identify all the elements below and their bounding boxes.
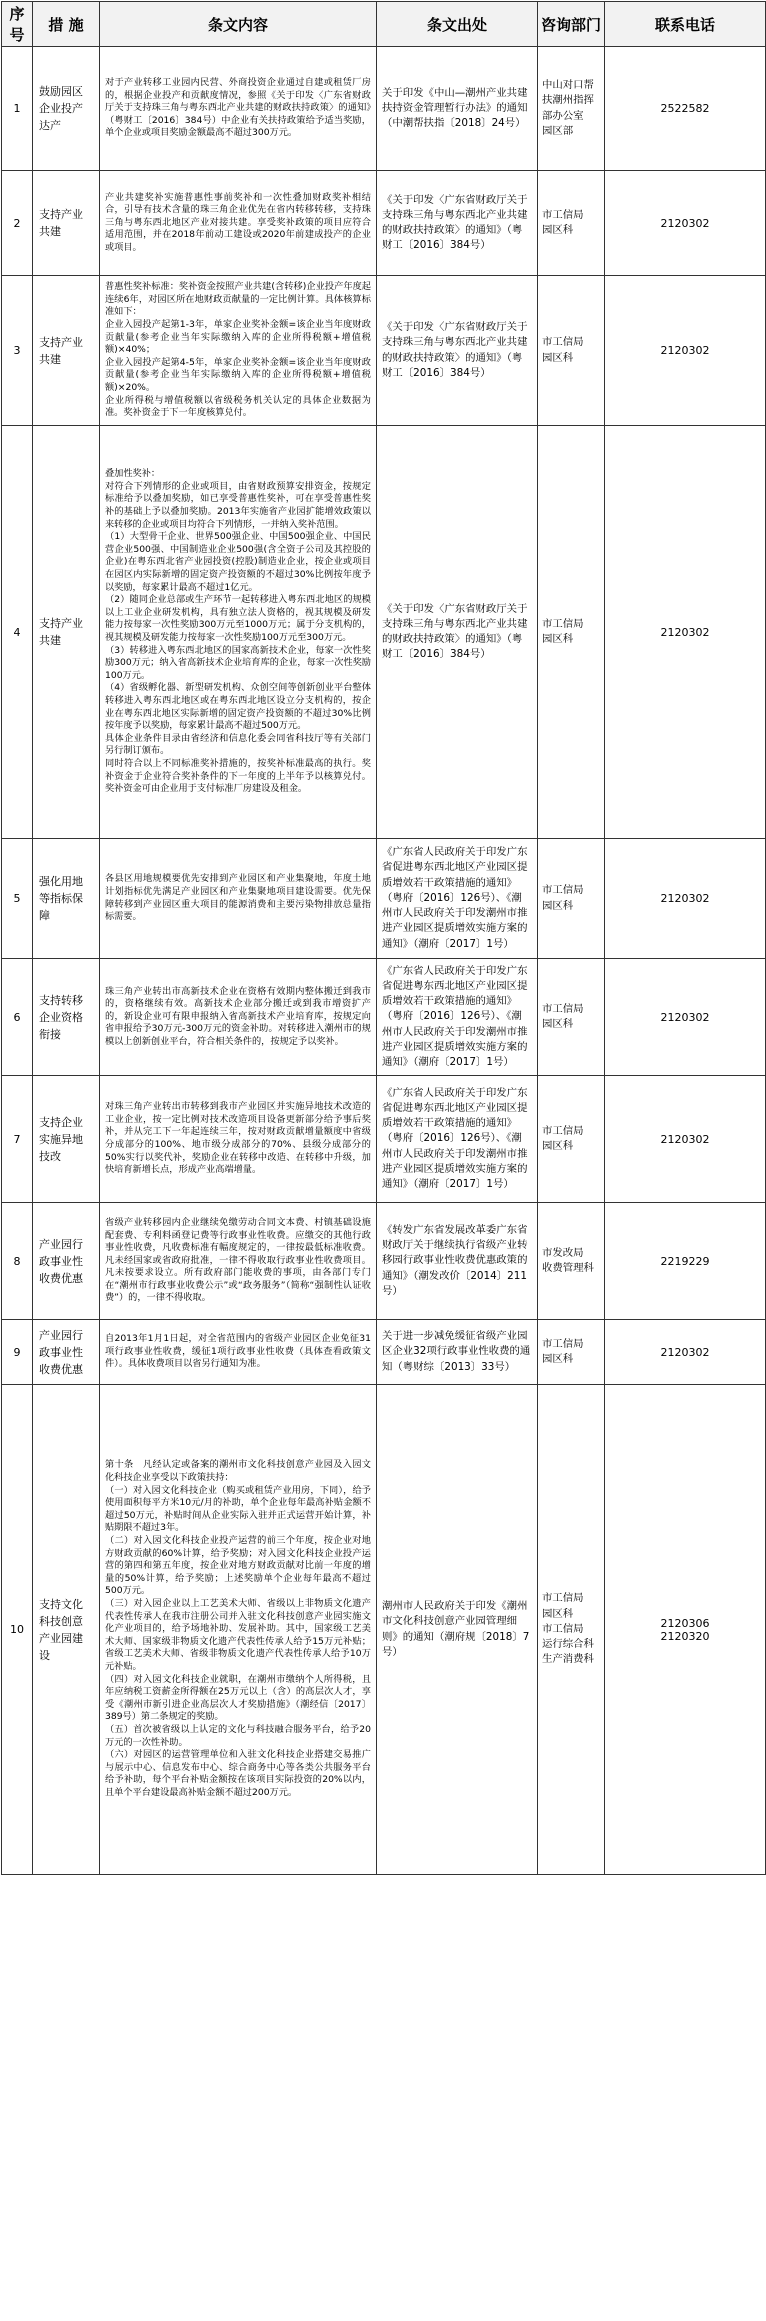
row-number: 5 <box>2 839 33 959</box>
row-number: 3 <box>2 276 33 426</box>
row-measure: 支持企业实施异地技改 <box>33 1076 100 1203</box>
row-source: 《广东省人民政府关于印发广东省促进粤东西北地区产业园区提质增效若干政策措施的通知》（粤府〔2016〕126号）、《潮州市人民政府关于印发潮州市推进产业园区提质增效实施方案的通知》（潮府〔2017〕1号） <box>377 959 538 1076</box>
row-dept: 市发改局 收费管理科 <box>538 1203 605 1320</box>
row-dept: 市工信局 园区科 市工信局 运行综合科 生产消费科 <box>538 1385 605 1875</box>
row-dept: 市工信局 园区科 <box>538 959 605 1076</box>
row-dept: 市工信局 园区科 <box>538 426 605 839</box>
row-dept: 中山对口帮扶潮州指挥部办公室 园区部 <box>538 47 605 171</box>
row-number: 10 <box>2 1385 33 1875</box>
table-row <box>2 1203 766 1320</box>
row-measure: 支持转移企业资格衔接 <box>33 959 100 1076</box>
row-phone: 2120302 <box>605 959 766 1076</box>
row-phone: 2120302 <box>605 276 766 426</box>
row-source: 《关于印发〈广东省财政厅关于支持珠三角与粤东西北产业共建的财政扶持政策〉的通知》（粤财工〔2016〕384号） <box>377 276 538 426</box>
table-row <box>2 959 766 1076</box>
row-phone: 2120302 <box>605 1320 766 1385</box>
header-content: 条文内容 <box>100 2 377 47</box>
row-measure: 支持文化科技创意产业园建设 <box>33 1385 100 1875</box>
row-content: 对于产业转移工业园内民营、外商投资企业通过自建或租赁厂房的，根据企业投产和贡献度情况，参照《关于印发〈广东省财政厅关于支持珠三角与粤东西北产业共建的财政扶持政策〉的通知》（粤财工〔2016〕384号）中企业有关扶持政策给予适当奖励，单个企业或项目奖励金额最高不超过300万元。 <box>100 47 377 171</box>
row-measure: 支持产业共建 <box>33 276 100 426</box>
row-number: 7 <box>2 1076 33 1203</box>
header-row <box>2 2 766 47</box>
row-measure: 强化用地等指标保障 <box>33 839 100 959</box>
row-dept: 市工信局 园区科 <box>538 171 605 276</box>
row-source: 潮州市人民政府关于印发《潮州市文化科技创意产业园管理细则》的通知（潮府规〔2018〕7号） <box>377 1385 538 1875</box>
row-number: 8 <box>2 1203 33 1320</box>
row-content: 珠三角产业转出市高新技术企业在资格有效期内整体搬迁到我市的，资格继续有效。高新技术企业部分搬迁或到我市增资扩产的，新设企业可有限申报纳入省高新技术产业培育库，按规定向省申报给予30万元-300万元的资金补助。对转移进入潮州市的规模以上创新创业平台，符合相关条件的，按规定予以奖补。 <box>100 959 377 1076</box>
row-number: 1 <box>2 47 33 171</box>
table-row <box>2 171 766 276</box>
row-dept: 市工信局 园区科 <box>538 276 605 426</box>
row-content: 产业共建奖补实施普惠性事前奖补和一次性叠加财政奖补相结合，引导有技术含量的珠三角企业优先在省内转移转移，支持珠三角与粤东西北地区产业对接共建。享受奖补政策的项目应符合适用范围，并在2018年前动工建设或2020年前建成投产的企业或项目。 <box>100 171 377 276</box>
row-dept: 市工信局 园区科 <box>538 839 605 959</box>
row-phone: 2522582 <box>605 47 766 171</box>
row-content: 普惠性奖补标准：奖补资金按照产业共建(含转移)企业投产年度起连续6年，对园区所在地财政贡献量的一定比例计算。具体核算标准如下： 企业入园投产起第1-3年，单家企业奖补金额=该企业当年度财政贡献量(参考企业当年实际缴纳入库的企业所得税额+增值税额)×40%； 企业入园投产起第4-5年，单家企业奖补金额=该企业当年度财政贡献量(参考企业当年实际缴纳入库的企业所得税额+增值税额)×20%。 企业所得税与增值税额以省级税务机关认定的具体企业数据为准。奖补资金于下一年度核算兑付。 <box>100 276 377 426</box>
row-phone: 2120302 <box>605 171 766 276</box>
row-number: 2 <box>2 171 33 276</box>
row-source: 关于进一步减免缓征省级产业园区企业32项行政事业性收费的通知（粤财综〔2013〕33号） <box>377 1320 538 1385</box>
row-content: 对珠三角产业转出市转移到我市产业园区并实施异地技术改造的工业企业，按一定比例对技术改造项目设备更新部分给予事后奖补，并从完工下一年起连续三年，按对财政贡献增量额度中省级分成部分的100%、地市级分成部分的70%、县级分成部分的50%实行以奖代补，奖励企业在转移中改造、在转移中升级，加快培育新增长点，形成产业高端增量。 <box>100 1076 377 1203</box>
table-row <box>2 1076 766 1203</box>
table-row <box>2 47 766 171</box>
row-content: 自2013年1月1日起，对全省范围内的省级产业园区企业免征31项行政事业性收费，缓征1项行政事业性收费（具体查看政策文件）。具体收费项目以省另行通知为准。 <box>100 1320 377 1385</box>
row-phone: 2120302 <box>605 839 766 959</box>
header-measure: 措 施 <box>33 2 100 47</box>
row-source: 《关于印发〈广东省财政厅关于支持珠三角与粤东西北产业共建的财政扶持政策〉的通知》（粤财工〔2016〕384号） <box>377 171 538 276</box>
table-row <box>2 426 766 839</box>
row-content: 省级产业转移园内企业继续免缴劳动合同文本费、村镇基础设施配套费、专利料函登记费等行政事业性收费。应缴交的其他行政事业性收费，凡收费标准有幅度规定的，一律按最低标准收费。凡未经国家或省政府批准，一律不得收取行政事业性收费项目。凡未按要求设立。所有政府部门能收费的事项，由各部门专门在“潮州市行政事业收费公示”或“政务服务”（简称“强制性认证收费”）的，一律不得收取。 <box>100 1203 377 1320</box>
row-content: 叠加性奖补： 对符合下列情形的企业或项目，由省财政预算安排资金，按规定标准给予以叠加奖励，如已享受普惠性奖补，可在享受普惠性奖补的基础上予以叠加奖励。2013年实施省产业园扩能增效政策以来转移的企业或项目均符合下列情形，一并纳入奖补范围。 （1）大型骨干企业、世界500强企业、中国500强企业、中国民营企业500强、中国制造业企业500强(含全资子公司及其控股的企业)在粤东西北省产业园投资(控股)制造业企业，按企业或项目在园区内实际新增的固定资产投资额的不超过30%比例按年度予以奖励，每家累计最高不超过1亿元。 （2）随同企业总部或生产环节一起转移进入粤东西北地区的规模以上工业企业研发机构，具有独立法人资格的，视其规模及研发能力按每家一次性奖励300万元至1000万元；属于分支机构的，视其规模及研发能力按每家一次性奖励100万元至300万元。 （3）转移进入粤东西北地区的国家高新技术企业，每家一次性奖励300万元；纳入省高新技术企业培育库的企业，每家一次性奖励100万元。 （4）省级孵化器、新型研发机构、众创空间等创新创业平台整体转移进入粤东西北地区或在粤东西北地区设立分支机构的，按企业在粤东西北地区实际新增的固定资产投资额的不超过30%比例按年度予以奖励，每家累计最高不超过500万元。 具体企业条件目录由省经济和信息化委会同省科技厅等有关部门另行制订颁布。 同时符合以上不同标准奖补措施的，按奖补标准最高的执行。奖补资金于企业符合奖补条件的下一年度的上半年予以核算兑付。奖补资金可由企业用于支付标准厂房建设及租金。 <box>100 426 377 839</box>
row-source: 《广东省人民政府关于印发广东省促进粤东西北地区产业园区提质增效若干政策措施的通知》（粤府〔2016〕126号）、《潮州市人民政府关于印发潮州市推进产业园区提质增效实施方案的通知》（潮府〔2017〕1号） <box>377 1076 538 1203</box>
row-source: 《广东省人民政府关于印发广东省促进粤东西北地区产业园区提质增效若干政策措施的通知》（粤府〔2016〕126号）、《潮州市人民政府关于印发潮州市推进产业园区提质增效实施方案的通知》（潮府〔2017〕1号） <box>377 839 538 959</box>
table-row <box>2 839 766 959</box>
table-row <box>2 1385 766 1875</box>
table-row <box>2 276 766 426</box>
row-measure: 鼓励园区企业投产达产 <box>33 47 100 171</box>
row-content: 各县区用地规模要优先安排到产业园区和产业集聚地，年度土地计划指标优先满足产业园区和产业集聚地项目建设需要。优先保障转移到产业园区重大项目的能源消费和主要污染物排放总量指标需要。 <box>100 839 377 959</box>
row-phone: 2120306 2120320 <box>605 1385 766 1875</box>
header-phone: 联系电话 <box>605 2 766 47</box>
row-number: 4 <box>2 426 33 839</box>
header-no: 序号 <box>2 2 33 47</box>
row-content: 第十条 凡经认定或备案的潮州市文化科技创意产业园及入园文化科技企业享受以下政策扶持： （一）对入园文化科技企业（购买或租赁产业用房，下同），给予使用面积每平方米10元/月的补助，单个企业每年最高补贴金额不超过50万元，补贴时间从企业实际入驻并正式运营开始计算，补贴期限不超过3年。 （二）对入园文化科技企业投产运营的前三个年度，按企业对地方财政贡献的60%计算，给予奖励；对入园文化科技企业投产运营的第四和第五年度，按企业对地方财政贡献对比前一年度的增量的50%计算，给予奖励；上述奖励单个企业每年最高不超过500万元。 （三）对入园企业以上工艺美术大师、省级以上非物质文化遗产代表性传承人在我市注册公司并入驻文化科技创意产业园实施文化产业项目的，给予场地补助、发展补助。其中，国家级工艺美术大师、国家级非物质文化遗产代表性传承人给予15万元补贴；省级工艺美术大师、省级非物质文化遗产代表性传承人给予10万元补贴。 （四）对入园文化科技企业就职，在潮州市缴纳个人所得税，且年应纳税工资薪金所得额在25万元以上（含）的高层次人才，享受《潮州市新引进企业高层次人才奖励措施》（潮经信〔2017〕389号）第二条规定的奖励。 （五）首次被省级以上认定的文化与科技融合服务平台，给予20万元的一次性补助。 （六）对园区的运营管理单位和入驻文化科技企业搭建交易推广与展示中心、信息发布中心、综合商务中心等各类公共服务平台给予补助，每个平台补贴金额按在该项目实际投资的20%以内，且单个平台建设最高补贴金额不超过200万元。 <box>100 1385 377 1875</box>
row-measure: 支持产业共建 <box>33 171 100 276</box>
row-dept: 市工信局 园区科 <box>538 1320 605 1385</box>
row-phone: 2120302 <box>605 1076 766 1203</box>
row-source: 《转发广东省发展改革委广东省财政厅关于继续执行省级产业转移园行政事业性收费优惠政策的通知》（潮发改价〔2014〕211号） <box>377 1203 538 1320</box>
row-number: 6 <box>2 959 33 1076</box>
row-measure: 产业园行政事业性收费优惠 <box>33 1203 100 1320</box>
table-row <box>2 1320 766 1385</box>
row-phone: 2219229 <box>605 1203 766 1320</box>
row-measure: 支持产业共建 <box>33 426 100 839</box>
row-source: 《关于印发〈广东省财政厅关于支持珠三角与粤东西北产业共建的财政扶持政策〉的通知》（粤财工〔2016〕384号） <box>377 426 538 839</box>
header-dept: 咨询部门 <box>538 2 605 47</box>
header-source: 条文出处 <box>377 2 538 47</box>
row-phone: 2120302 <box>605 426 766 839</box>
row-dept: 市工信局 园区科 <box>538 1076 605 1203</box>
row-number: 9 <box>2 1320 33 1385</box>
row-measure: 产业园行政事业性收费优惠 <box>33 1320 100 1385</box>
row-source: 关于印发《中山—潮州产业共建扶持资金管理暂行办法》的通知 （中潮帮扶指〔2018〕24号） <box>377 47 538 171</box>
policy-table <box>1 1 766 1875</box>
